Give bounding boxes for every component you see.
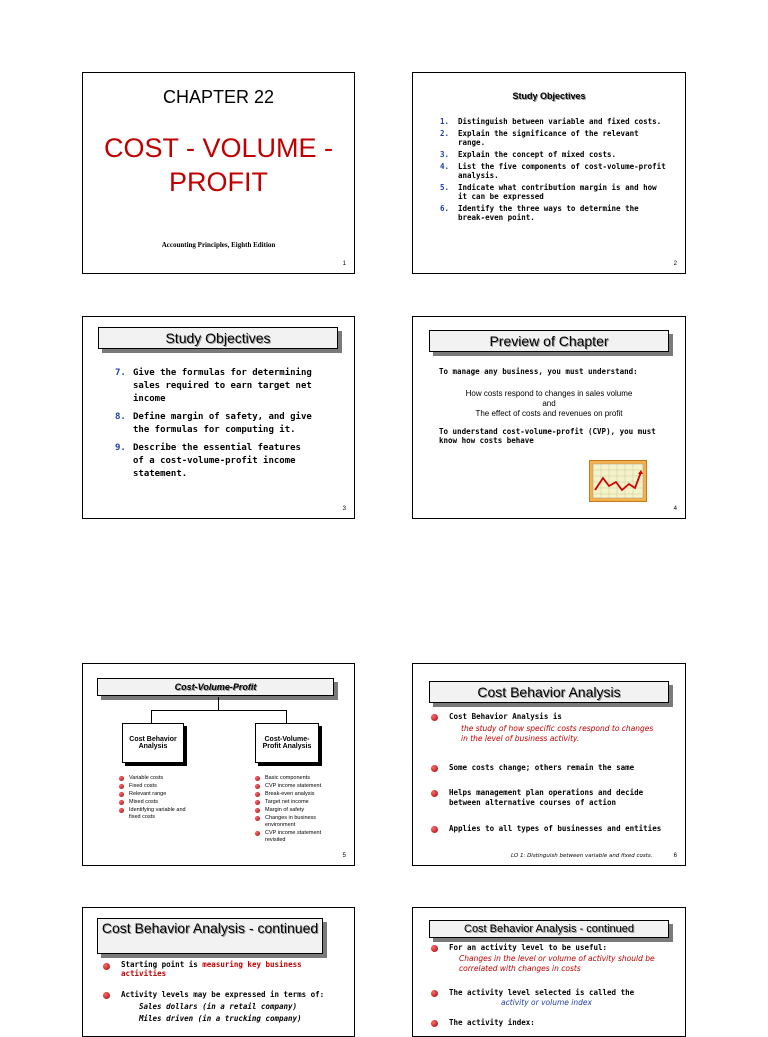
objective-number: 3. <box>440 150 450 159</box>
slide-heading: Cost-Volume-Profit <box>174 682 257 692</box>
bullet-icon <box>255 808 260 813</box>
topic-text: Target net income <box>265 799 309 805</box>
tree-connector <box>218 697 219 710</box>
topic-item <box>255 791 335 798</box>
slide-8 <box>412 907 686 1037</box>
objective-number: 1. <box>440 117 450 126</box>
bullet-text <box>121 960 341 978</box>
cvp-topics-list <box>255 775 335 845</box>
bullet-text: Applies to all types of businesses and entities <box>449 824 662 833</box>
slide-heading: Study Objectives <box>512 91 586 101</box>
objective-number: 5. <box>440 183 450 192</box>
bullet-icon <box>103 963 110 970</box>
slide-heading: Study Objectives <box>165 330 271 346</box>
objective-text: Explain the concept of mixed costs. <box>458 150 617 159</box>
bullet-text: Cost Behavior Analysis is <box>449 712 562 721</box>
preview-and: and <box>542 399 556 408</box>
objective-text: Describe the essential features of a cost-volume-profit income statement. <box>133 443 301 479</box>
page-number: 1 <box>342 261 346 267</box>
objective-text: List the five components of cost-volume-profit analysis. <box>458 162 666 180</box>
bullet-text: Helps management plan operations and decide between alternative courses of action <box>449 788 644 807</box>
objective-item <box>440 150 670 159</box>
page-number: 5 <box>342 853 346 859</box>
bullet-detail: activity or volume index <box>501 998 592 1007</box>
slide-6 <box>412 663 686 866</box>
slide-2 <box>412 72 686 274</box>
slide-3 <box>82 316 355 519</box>
objective-item <box>440 117 670 126</box>
objectives-list <box>115 367 315 486</box>
slide-heading: Cost Behavior Analysis - continued <box>101 920 319 936</box>
bullet-icon <box>255 816 260 821</box>
bullet-highlight: measuring key business activities <box>121 960 302 978</box>
objective-number: 2. <box>440 129 450 138</box>
objective-number: 9. <box>115 443 126 453</box>
bullet-icon <box>255 776 260 781</box>
bullet-icon <box>255 784 260 789</box>
cvp-analysis-box <box>255 723 319 763</box>
chapter-label: CHAPTER 22 <box>162 87 275 107</box>
slide-title-line1: COST - VOLUME - <box>103 133 334 163</box>
bullet-text: Activity levels may be expressed in terms of: <box>121 990 325 999</box>
slide-heading-banner <box>97 678 334 696</box>
bullet-icon <box>431 990 438 997</box>
sub-item: Sales dollars (in a retail company) <box>139 1002 298 1011</box>
slide-5 <box>82 663 355 866</box>
topic-item <box>255 775 335 782</box>
topic-item <box>119 791 191 798</box>
objective-item <box>440 183 670 201</box>
topic-item <box>119 807 191 821</box>
page-number: 4 <box>673 506 677 512</box>
bullet-icon <box>431 945 438 952</box>
topic-text: Variable costs <box>129 775 164 781</box>
page-number: 2 <box>673 261 677 267</box>
slide-4 <box>412 316 686 519</box>
topic-item <box>119 775 191 782</box>
bullet-text: The activity level selected is called the <box>449 988 635 997</box>
objective-number: 8. <box>115 412 126 422</box>
objective-text: Indicate what contribution margin is and how it can be expressed <box>458 183 657 201</box>
slide-heading-banner <box>98 327 338 349</box>
objective-item <box>440 129 670 147</box>
preview-conclusion: To understand cost-volume-profit (CVP), you must know how costs behave <box>439 427 656 445</box>
slide-1 <box>82 72 355 274</box>
slide-heading-banner <box>429 330 669 352</box>
topic-item <box>255 799 335 806</box>
slide-7 <box>82 907 355 1037</box>
topic-text: Relevant range <box>129 791 167 797</box>
bullet-text: The activity index: <box>449 1018 535 1027</box>
bullet-icon <box>103 992 110 999</box>
bullet-text: Some costs change; others remain the same <box>449 763 635 772</box>
topic-item <box>119 783 191 790</box>
topic-text: Margin of safety <box>265 807 305 813</box>
bullet-icon <box>431 714 438 721</box>
objective-number: 4. <box>440 162 450 171</box>
topic-text: CVP income statement <box>265 783 322 789</box>
topic-text: Identifying variable and fixed costs <box>129 807 186 820</box>
preview-intro: To manage any business, you must understand: <box>439 367 638 376</box>
slide-heading: Cost Behavior Analysis <box>477 684 621 700</box>
objective-number: 6. <box>440 204 450 213</box>
topic-item <box>255 815 335 829</box>
objective-item <box>115 442 315 481</box>
objective-number: 7. <box>115 368 126 378</box>
bullet-icon <box>119 808 124 813</box>
objective-item <box>440 162 670 180</box>
objective-item <box>440 204 670 222</box>
slide-heading: Preview of Chapter <box>489 333 609 349</box>
page-number: 3 <box>342 506 346 512</box>
line-chart-clipart-icon <box>589 460 647 502</box>
page-number: 6 <box>673 853 677 859</box>
slide-title-line2: PROFIT <box>169 167 268 197</box>
objective-text: Define margin of safety, and give the formulas for computing it. <box>133 412 312 435</box>
topic-text: Break-even analysis <box>265 791 315 797</box>
bullet-icon <box>431 790 438 797</box>
bullet-text-prefix: Starting point is <box>121 960 203 969</box>
objectives-list <box>440 117 670 225</box>
bullet-icon <box>255 800 260 805</box>
bullet-text: For an activity level to be useful: <box>449 943 608 952</box>
bullet-icon <box>119 784 124 789</box>
preview-point-1: How costs respond to changes in sales volume <box>465 389 633 398</box>
slide-heading-banner <box>429 920 669 938</box>
bullet-icon <box>119 792 124 797</box>
objective-text: Identify the three ways to determine the break-even point. <box>458 204 639 222</box>
bullet-icon <box>119 776 124 781</box>
topic-item <box>119 799 191 806</box>
tree-connector <box>151 710 286 711</box>
slide-heading-banner <box>429 681 669 703</box>
topic-text: CVP income statement revisited <box>265 830 322 843</box>
objective-item <box>115 367 315 406</box>
topic-item <box>255 783 335 790</box>
slide-heading-banner <box>97 918 323 954</box>
objective-text: Distinguish between variable and fixed costs. <box>458 117 662 126</box>
topic-text: Fixed costs <box>129 783 157 789</box>
bullet-icon <box>255 792 260 797</box>
objective-text: Give the formulas for determining sales required to earn target net income <box>133 368 312 404</box>
sub-item: Miles driven (in a trucking company) <box>139 1014 302 1023</box>
topic-item <box>255 807 335 814</box>
preview-point-2: The effect of costs and revenues on profit <box>475 409 623 418</box>
bullet-icon <box>431 765 438 772</box>
bullet-detail: the study of how specific costs respond to changes in the level of business activity. <box>461 724 654 743</box>
objective-item <box>115 411 315 437</box>
bullet-icon <box>431 826 438 833</box>
topic-text: Basic components <box>265 775 310 781</box>
learning-objective-footer: LO 1: Distinguish between variable and fixed costs. <box>511 853 653 859</box>
topic-text: Changes in business environment <box>265 815 317 828</box>
cost-behavior-analysis-box <box>122 723 184 763</box>
tree-connector <box>286 710 287 723</box>
tree-connector <box>151 710 152 723</box>
bullet-icon <box>119 800 124 805</box>
objective-text: Explain the significance of the relevant range. <box>458 129 639 147</box>
book-subtitle: Accounting Principles, Eighth Edition <box>161 241 276 249</box>
slide-heading: Cost Behavior Analysis - continued <box>464 923 634 935</box>
bullet-detail: Changes in the level or volume of activity should be correlated with changes in costs <box>459 954 655 973</box>
topic-text: Mixed costs <box>129 799 159 805</box>
box-label: Cost Behavior Analysis <box>129 736 177 750</box>
box-label: Cost-Volume-Profit Analysis <box>262 736 312 750</box>
topic-item <box>255 830 335 844</box>
cost-behavior-topics-list <box>119 775 191 822</box>
bullet-icon <box>255 831 260 836</box>
